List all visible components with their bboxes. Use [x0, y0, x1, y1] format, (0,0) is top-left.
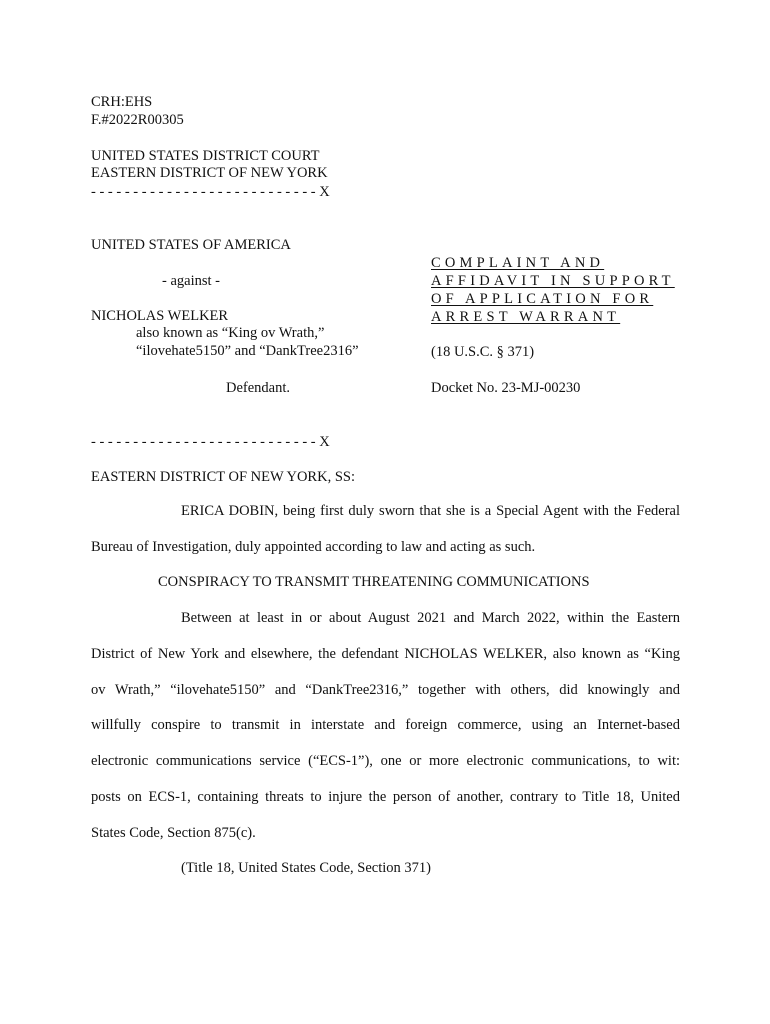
statutory-citation: (Title 18, United States Code, Section 371) — [181, 860, 431, 876]
paragraph-line: electronic communications service (“ECS-1”), one or more electronic communications, to wit: — [91, 753, 680, 769]
docket-number: Docket No. 23-MJ-00230 — [431, 380, 581, 396]
paragraph-line: willfully conspire to transmit in interstate and foreign commerce, using an Internet-based — [91, 717, 680, 733]
paragraph-line: posts on ECS-1, containing threats to injure the person of another, contrary to Title 18, United — [91, 789, 680, 805]
paragraph-line: District of New York and elsewhere, the defendant NICHOLAS WELKER, also known as “King — [91, 646, 680, 662]
defendant-aka-line1: also known as “King ov Wrath,” — [136, 325, 325, 341]
doc-title-line3: OF APPLICATION FOR — [431, 291, 654, 307]
case-initials: CRH:EHS — [91, 94, 153, 110]
affiant-statement-line2: Bureau of Investigation, duly appointed according to law and acting as such. — [91, 539, 536, 555]
caption-separator-top: - - - - - - - - - - - - - - - - - - - - - - - - - - - X — [91, 184, 330, 200]
caption-separator-bottom: - - - - - - - - - - - - - - - - - - - - - - - - - - - X — [91, 434, 330, 450]
defendant-aka-line2: “ilovehate5150” and “DankTree2316” — [136, 343, 359, 359]
file-number: F.#2022R00305 — [91, 112, 184, 128]
doc-title-line1: COMPLAINT AND — [431, 255, 605, 271]
venue-line: EASTERN DISTRICT OF NEW YORK, SS: — [91, 469, 355, 485]
affiant-statement-line1: ERICA DOBIN, being first duly sworn that she is a Special Agent with the Federal — [181, 503, 680, 519]
court-name: UNITED STATES DISTRICT COURT — [91, 148, 320, 164]
paragraph-line: Between at least in or about August 2021 and March 2022, within the Eastern — [181, 610, 680, 626]
defendant-name: NICHOLAS WELKER — [91, 308, 229, 324]
statute-citation: (18 U.S.C. § 371) — [431, 344, 535, 360]
defendant-label: Defendant. — [226, 380, 291, 396]
doc-title-line4: ARREST WARRANT — [431, 309, 621, 325]
court-district: EASTERN DISTRICT OF NEW YORK — [91, 165, 328, 181]
versus-label: - against - — [162, 273, 220, 289]
doc-title-line2: AFFIDAVIT IN SUPPORT — [431, 273, 675, 289]
plaintiff-name: UNITED STATES OF AMERICA — [91, 237, 291, 253]
count-heading: CONSPIRACY TO TRANSMIT THREATENING COMMUNICATIONS — [158, 574, 590, 590]
paragraph-line: States Code, Section 875(c). — [91, 825, 256, 841]
paragraph-line: ov Wrath,” “ilovehate5150” and “DankTree2316,” together with others, did knowingly and — [91, 682, 680, 698]
